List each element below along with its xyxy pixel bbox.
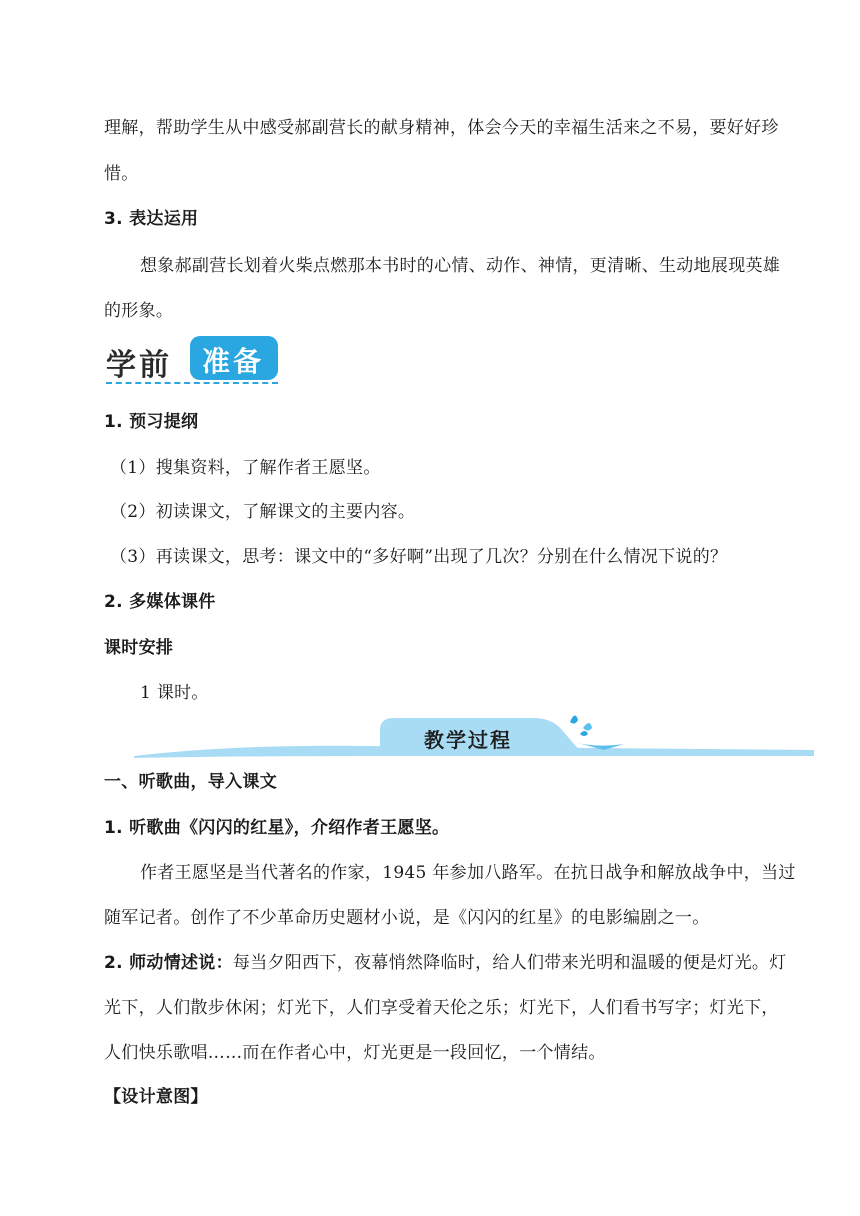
prep-heading-media: 2. 多媒体课件 [104,592,216,612]
process-banner-label: 教学过程 [424,728,512,752]
paragraph-line: 的形象。 [104,301,174,321]
prep-item: （3）再读课文，思考：课文中的“多好啊”出现了几次？分别在什么情况下说的？ [110,547,728,567]
step2-label: 2. 师动情述说： [104,953,233,973]
prep-banner-badge [190,336,278,380]
prep-banner-underline [106,382,278,384]
paragraph-line: 人们快乐歌唱……而在作者心中，灯光更是一段回忆，一个情结。 [104,1043,606,1063]
paragraph-line: 作者王愿坚是当代著名的作家，1945 年参加八路军。在抗日战争和解放战争中，当过 [140,863,796,883]
prep-banner-right: 准备 [202,345,265,378]
paragraph-line: 光下，人们散步休闲；灯光下，人们享受着天伦之乐；灯光下，人们看书写字；灯光下， [104,998,779,1018]
prep-item: （1）搜集资料，了解作者王愿坚。 [110,458,381,478]
paragraph-line: 惜。 [104,164,139,184]
paragraph-line: 想象郝副营长划着火柴点燃那本书时的心情、动作、神情，更清晰、生动地展现英雄 [140,256,781,276]
schedule-value: 1 课时。 [140,683,209,703]
paragraph-line: 理解，帮助学生从中感受郝副营长的献身精神，体会今天的幸福生活来之不易，要好好珍 [104,118,779,138]
prep-banner [104,336,280,388]
design-intent-heading: 【设计意图】 [104,1087,208,1107]
process-banner [134,708,814,762]
prep-banner-left: 学前 [106,348,172,383]
step2-text: 每当夕阳西下，夜幕悄然降临时，给人们带来光明和温暖的便是灯光。灯 [232,953,787,973]
prep-item: （2）初读课文，了解课文的主要内容。 [110,502,416,522]
paragraph-line: 随军记者。创作了不少革命历史题材小说，是《闪闪的红星》的电影编剧之一。 [104,908,710,928]
prep-heading-outline: 1. 预习提纲 [104,412,199,432]
process-step-heading: 1. 听歌曲《闪闪的红星》，介绍作者王愿坚。 [104,818,450,838]
section-heading: 3. 表达运用 [104,209,199,229]
paragraph-line [104,951,787,975]
process-section-heading: 一、听歌曲，导入课文 [104,772,277,792]
schedule-heading: 课时安排 [104,638,174,658]
